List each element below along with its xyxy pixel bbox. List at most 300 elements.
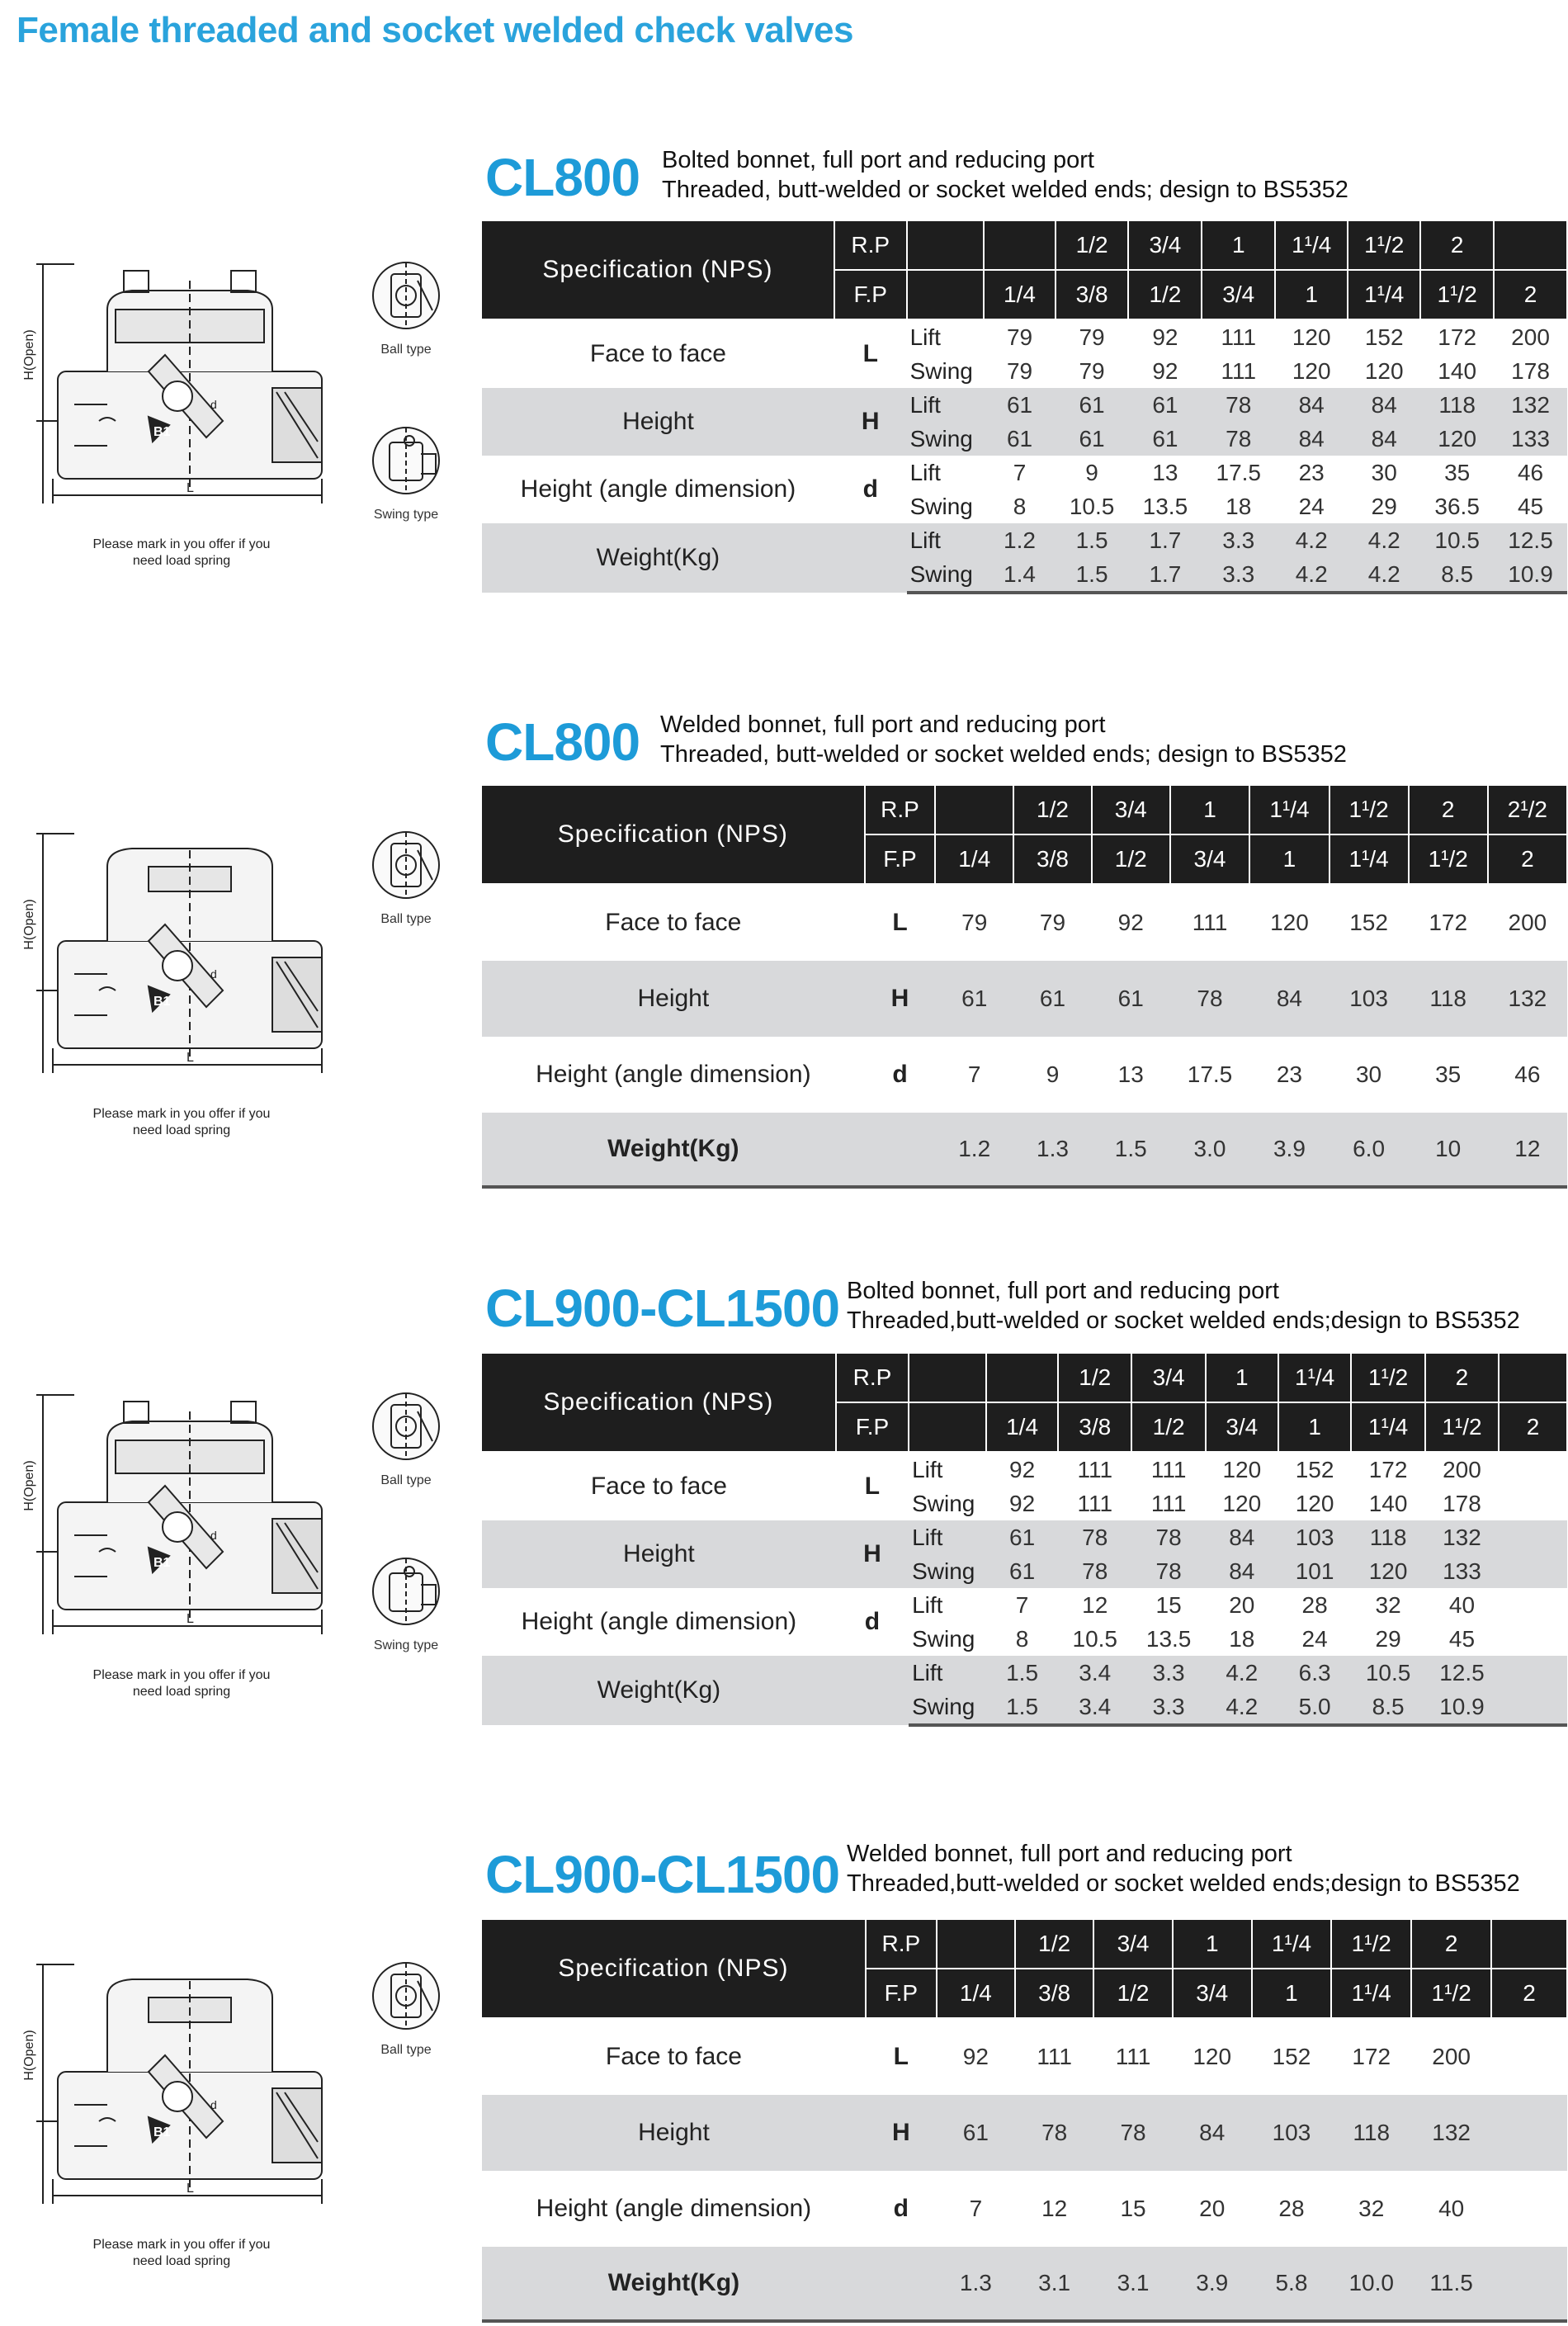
value-cell: 120	[1420, 422, 1494, 456]
rp-size	[937, 1920, 1015, 1969]
lift-label: Lift	[909, 1656, 986, 1690]
face-label: Face to face	[482, 319, 834, 388]
fp-size: 1/4	[935, 834, 1013, 884]
swing-label: Swing	[907, 557, 985, 593]
value-cell: 3.1	[1093, 2247, 1172, 2321]
weight-symbol	[865, 1113, 936, 1187]
ball-type	[357, 1956, 456, 2058]
ball-type	[357, 256, 456, 357]
b1-label: B1	[153, 425, 171, 439]
face-label: Face to face	[482, 2018, 866, 2095]
weight-row	[482, 1113, 1567, 1187]
value-cell: 79	[1013, 884, 1092, 961]
value-cell: 140	[1351, 1487, 1424, 1520]
value-cell: 30	[1329, 1037, 1409, 1113]
h-open-label: H(Open)	[22, 2030, 36, 2081]
value-cell: 7	[984, 456, 1055, 489]
rp-size: 1	[1170, 786, 1250, 834]
value-cell: 3.4	[1058, 1690, 1131, 1725]
fp-size: 3/8	[1015, 1969, 1093, 2018]
fp-size: 1¹/4	[1348, 270, 1420, 319]
rp-header-row	[482, 1920, 1567, 1969]
rp-size: 3/4	[1131, 1354, 1205, 1402]
value-cell	[1491, 2247, 1567, 2321]
value-cell: 1.5	[1056, 523, 1129, 557]
value-cell: 1.5	[1056, 557, 1129, 593]
ball-type-label: Ball type	[380, 912, 432, 926]
value-cell: 172	[1331, 2018, 1411, 2095]
height-symbol: H	[866, 2095, 937, 2171]
value-cell: 18	[1206, 1622, 1278, 1656]
rp-size: 1¹/4	[1252, 1920, 1331, 1969]
value-cell: 120	[1206, 1452, 1278, 1487]
angle-symbol: d	[836, 1588, 909, 1656]
value-cell: 4.2	[1348, 557, 1420, 593]
value-cell	[1499, 1554, 1567, 1588]
value-cell: 79	[935, 884, 1013, 961]
fp-size: 2	[1499, 1402, 1567, 1452]
fp-size: 1¹/2	[1411, 1969, 1491, 2018]
value-cell: 84	[1249, 961, 1329, 1037]
value-cell: 13	[1092, 1037, 1170, 1113]
value-cell: 84	[1348, 422, 1420, 456]
rp-size: 2¹/2	[1488, 786, 1567, 834]
value-cell: 84	[1348, 388, 1420, 422]
fp-size: 1/4	[937, 1969, 1015, 2018]
value-cell: 152	[1348, 319, 1420, 354]
value-cell: 172	[1351, 1452, 1424, 1487]
spec-table	[482, 786, 1568, 1189]
value-cell: 36.5	[1420, 489, 1494, 523]
fp-label: F.P	[836, 1402, 909, 1452]
weight-lift-row	[482, 1656, 1567, 1690]
value-cell: 10	[1409, 1113, 1488, 1187]
rp-size: 2	[1425, 1354, 1499, 1402]
fp-label: F.P	[834, 270, 907, 319]
value-cell: 103	[1278, 1520, 1352, 1554]
value-cell: 200	[1494, 319, 1567, 354]
value-cell: 10.5	[1420, 523, 1494, 557]
rp-label: R.P	[836, 1354, 909, 1402]
value-cell	[1491, 2018, 1567, 2095]
d-label: d	[210, 2098, 217, 2111]
fp-size: 3/4	[1173, 1969, 1252, 2018]
lift-label: Lift	[907, 388, 985, 422]
weight-symbol	[834, 523, 907, 593]
value-cell: 4.2	[1275, 557, 1348, 593]
ball-type	[357, 825, 456, 927]
description-line-2: Threaded,butt-welded or socket welded ends;design to BS5352	[847, 1870, 1520, 1897]
value-cell: 45	[1494, 489, 1567, 523]
value-cell: 152	[1252, 2018, 1331, 2095]
value-cell: 132	[1411, 2095, 1491, 2171]
value-cell: 17.5	[1202, 456, 1275, 489]
angle-label: Height (angle dimension)	[482, 456, 834, 523]
l-label: L	[187, 1051, 194, 1065]
value-cell: 132	[1488, 961, 1567, 1037]
d-label: d	[210, 1529, 217, 1542]
value-cell: 28	[1252, 2171, 1331, 2247]
height-label: Height	[482, 1520, 836, 1588]
value-cell: 200	[1488, 884, 1567, 961]
load-spring-note: Please mark in you offer if you need load spring	[92, 537, 271, 568]
value-cell: 84	[1275, 422, 1348, 456]
weight-label: Weight(Kg)	[482, 2247, 866, 2321]
face-symbol: L	[834, 319, 907, 388]
rp-pad	[909, 1354, 986, 1402]
value-cell: 111	[1170, 884, 1250, 961]
rp-size: 1/2	[1058, 1354, 1131, 1402]
page-title: Female threaded and socket welded check valves	[17, 10, 853, 50]
value-cell: 61	[937, 2095, 1015, 2171]
model-title: CL900-CL1500	[485, 1279, 840, 1338]
fp-size: 3/8	[1058, 1402, 1131, 1452]
weight-symbol	[866, 2247, 937, 2321]
value-cell: 8.5	[1420, 557, 1494, 593]
value-cell: 120	[1173, 2018, 1252, 2095]
value-cell: 172	[1420, 319, 1494, 354]
value-cell: 172	[1409, 884, 1488, 961]
rp-size: 1¹/4	[1249, 786, 1329, 834]
ball-type-label: Ball type	[380, 2043, 432, 2057]
swing-label: Swing	[907, 422, 985, 456]
value-cell: 23	[1275, 456, 1348, 489]
angle-label: Height (angle dimension)	[482, 1588, 836, 1656]
value-cell: 1.2	[984, 523, 1055, 557]
value-cell: 111	[1131, 1452, 1205, 1487]
rp-label: R.P	[834, 221, 907, 270]
fp-size: 2	[1494, 270, 1567, 319]
value-cell: 111	[1058, 1452, 1131, 1487]
ball-type-icon	[366, 256, 446, 335]
valve-drawing	[22, 231, 338, 528]
face-lift-row	[482, 1452, 1567, 1487]
model-description	[847, 1276, 1520, 1336]
weight-lift-row	[482, 523, 1567, 557]
value-cell: 78	[1015, 2095, 1093, 2171]
angle-label: Height (angle dimension)	[482, 2171, 866, 2247]
valve-drawing-svg	[22, 1931, 338, 2229]
l-label: L	[187, 481, 194, 495]
face-label: Face to face	[482, 884, 865, 961]
description-line-1: Welded bonnet, full port and reducing port	[660, 712, 1106, 738]
fp-size: 3/4	[1206, 1402, 1278, 1452]
lift-label: Lift	[909, 1588, 986, 1622]
value-cell: 46	[1488, 1037, 1567, 1113]
model-title: CL800	[485, 712, 640, 772]
d-label: d	[210, 398, 217, 411]
value-cell: 3.9	[1173, 2247, 1252, 2321]
value-cell: 12.5	[1425, 1656, 1499, 1690]
value-cell: 32	[1351, 1588, 1424, 1622]
value-cell: 4.2	[1348, 523, 1420, 557]
value-cell: 152	[1329, 884, 1409, 961]
rp-header-row	[482, 221, 1567, 270]
value-cell: 12	[1015, 2171, 1093, 2247]
value-cell: 78	[1131, 1554, 1205, 1588]
rp-size	[984, 221, 1055, 270]
value-cell: 3.9	[1249, 1113, 1329, 1187]
value-cell: 1.4	[984, 557, 1055, 593]
fp-size: 1/2	[1092, 834, 1170, 884]
value-cell: 20	[1206, 1588, 1278, 1622]
ball-type-icon	[366, 825, 446, 905]
height-label: Height	[482, 2095, 866, 2171]
value-cell: 1.3	[937, 2247, 1015, 2321]
value-cell	[1491, 2095, 1567, 2171]
valve-drawing-svg	[22, 231, 338, 528]
valve-drawing-svg	[22, 801, 338, 1098]
value-cell: 23	[1249, 1037, 1329, 1113]
value-cell: 118	[1420, 388, 1494, 422]
value-cell: 10.0	[1331, 2247, 1411, 2321]
load-spring-note: Please mark in you offer if you need load spring	[92, 1668, 271, 1699]
model-description	[660, 710, 1347, 769]
h-open-label: H(Open)	[22, 329, 36, 381]
value-cell: 3.4	[1058, 1656, 1131, 1690]
fp-size: 3/4	[1202, 270, 1275, 319]
spec-header: Specification (NPS)	[482, 1354, 836, 1452]
rp-size	[1494, 221, 1567, 270]
value-cell: 78	[1202, 388, 1275, 422]
value-cell: 118	[1331, 2095, 1411, 2171]
value-cell: 103	[1252, 2095, 1331, 2171]
model-description	[847, 1839, 1520, 1898]
value-cell: 120	[1275, 354, 1348, 388]
model-title: CL800	[485, 148, 640, 207]
value-cell: 120	[1348, 354, 1420, 388]
value-cell: 10.5	[1351, 1656, 1424, 1690]
face-label: Face to face	[482, 1452, 836, 1520]
rp-size	[935, 786, 1013, 834]
value-cell: 35	[1409, 1037, 1488, 1113]
description-line-2: Threaded,butt-welded or socket welded ends;design to BS5352	[847, 1307, 1520, 1334]
swing-label: Swing	[909, 1487, 986, 1520]
value-cell: 17.5	[1170, 1037, 1250, 1113]
value-cell: 1.2	[935, 1113, 1013, 1187]
value-cell: 92	[986, 1452, 1058, 1487]
value-cell: 178	[1494, 354, 1567, 388]
lift-label: Lift	[907, 319, 985, 354]
value-cell: 61	[1128, 422, 1202, 456]
fp-size: 1¹/4	[1329, 834, 1409, 884]
fp-size: 1	[1252, 1969, 1331, 2018]
value-cell: 120	[1249, 884, 1329, 961]
value-cell: 13.5	[1128, 489, 1202, 523]
rp-pad	[907, 221, 985, 270]
value-cell: 111	[1058, 1487, 1131, 1520]
swing-type	[357, 421, 456, 522]
value-cell: 32	[1331, 2171, 1411, 2247]
value-cell: 111	[1093, 2018, 1172, 2095]
value-cell: 7	[937, 2171, 1015, 2247]
fp-label: F.P	[866, 1969, 937, 2018]
value-cell: 13.5	[1131, 1622, 1205, 1656]
lift-label: Lift	[907, 456, 985, 489]
value-cell: 133	[1425, 1554, 1499, 1588]
rp-size: 1¹/4	[1275, 221, 1348, 270]
rp-size: 1/2	[1015, 1920, 1093, 1969]
value-cell: 3.3	[1131, 1690, 1205, 1725]
fp-size: 3/8	[1056, 270, 1129, 319]
value-cell: 111	[1015, 2018, 1093, 2095]
spec-table	[482, 1354, 1568, 1727]
value-cell	[1499, 1622, 1567, 1656]
spec-header: Specification (NPS)	[482, 786, 865, 884]
angle-lift-row	[482, 1588, 1567, 1622]
face-symbol: L	[836, 1452, 909, 1520]
fp-size: 2	[1488, 834, 1567, 884]
value-cell: 84	[1206, 1554, 1278, 1588]
value-cell: 200	[1411, 2018, 1491, 2095]
value-cell: 45	[1425, 1622, 1499, 1656]
fp-size: 1	[1249, 834, 1329, 884]
value-cell: 46	[1494, 456, 1567, 489]
h-open-label: H(Open)	[22, 1460, 36, 1511]
lift-label: Lift	[909, 1520, 986, 1554]
height-label: Height	[482, 388, 834, 456]
value-cell: 1.5	[1092, 1113, 1170, 1187]
rp-size: 1¹/4	[1278, 1354, 1352, 1402]
load-spring-note: Please mark in you offer if you need load spring	[92, 1107, 271, 1137]
value-cell: 79	[984, 319, 1055, 354]
value-cell: 61	[984, 388, 1055, 422]
value-cell: 92	[937, 2018, 1015, 2095]
load-spring-note: Please mark in you offer if you need load spring	[92, 2238, 271, 2268]
value-cell: 84	[1275, 388, 1348, 422]
value-cell: 79	[1056, 319, 1129, 354]
ball-type-icon	[366, 1956, 446, 2035]
fp-size: 1¹/4	[1331, 1969, 1411, 2018]
spec-header: Specification (NPS)	[482, 221, 834, 319]
fp-size: 1¹/2	[1409, 834, 1488, 884]
value-cell: 40	[1411, 2171, 1491, 2247]
value-cell: 8.5	[1351, 1690, 1424, 1725]
spec-table	[482, 1920, 1568, 2323]
rp-size: 1¹/2	[1331, 1920, 1411, 1969]
value-cell: 8	[986, 1622, 1058, 1656]
value-cell: 111	[1202, 319, 1275, 354]
b1-label: B1	[153, 995, 171, 1009]
lift-label: Lift	[907, 523, 985, 557]
rp-label: R.P	[865, 786, 936, 834]
value-cell: 92	[1128, 354, 1202, 388]
value-cell: 15	[1093, 2171, 1172, 2247]
value-cell: 3.3	[1202, 557, 1275, 593]
value-cell: 28	[1278, 1588, 1352, 1622]
height-symbol: H	[836, 1520, 909, 1588]
value-cell	[1491, 2171, 1567, 2247]
value-cell: 78	[1058, 1554, 1131, 1588]
value-cell: 78	[1131, 1520, 1205, 1554]
weight-label: Weight(Kg)	[482, 1113, 865, 1187]
value-cell: 111	[1202, 354, 1275, 388]
angle-symbol: d	[866, 2171, 937, 2247]
swing-type-label: Swing type	[373, 1638, 439, 1652]
rp-header-row	[482, 1354, 1567, 1402]
fp-label: F.P	[865, 834, 936, 884]
swing-label: Swing	[909, 1554, 986, 1588]
value-cell: 61	[1128, 388, 1202, 422]
description-line-2: Threaded, butt-welded or socket welded ends; design to BS5352	[662, 177, 1348, 203]
value-cell: 12	[1488, 1113, 1567, 1187]
value-cell: 3.1	[1015, 2247, 1093, 2321]
lift-label: Lift	[909, 1452, 986, 1487]
fp-size: 2	[1491, 1969, 1567, 2018]
weight-symbol	[836, 1656, 909, 1725]
value-cell	[1499, 1452, 1567, 1487]
value-cell: 84	[1206, 1520, 1278, 1554]
value-cell: 8	[984, 489, 1055, 523]
height-lift-row	[482, 388, 1567, 422]
rp-size	[986, 1354, 1058, 1402]
rp-size: 1	[1173, 1920, 1252, 1969]
swing-type-icon	[366, 1552, 446, 1631]
value-cell: 4.2	[1206, 1656, 1278, 1690]
value-cell: 4.2	[1206, 1690, 1278, 1725]
value-cell: 78	[1202, 422, 1275, 456]
value-cell: 118	[1351, 1520, 1424, 1554]
value-cell: 61	[1056, 388, 1129, 422]
value-cell: 84	[1173, 2095, 1252, 2171]
fp-size: 3/8	[1013, 834, 1092, 884]
value-cell: 61	[986, 1520, 1058, 1554]
b1-label: B1	[153, 1556, 171, 1570]
value-cell: 92	[1128, 319, 1202, 354]
value-cell: 178	[1425, 1487, 1499, 1520]
value-cell: 101	[1278, 1554, 1352, 1588]
angle-symbol: d	[865, 1037, 936, 1113]
value-cell: 9	[1056, 456, 1129, 489]
value-cell: 133	[1494, 422, 1567, 456]
value-cell: 120	[1275, 319, 1348, 354]
value-cell: 40	[1425, 1588, 1499, 1622]
model-description	[662, 145, 1348, 205]
weight-label: Weight(Kg)	[482, 1656, 836, 1725]
value-cell: 9	[1013, 1037, 1092, 1113]
b1-label: B1	[153, 2125, 171, 2139]
value-cell: 7	[986, 1588, 1058, 1622]
model-title: CL900-CL1500	[485, 1845, 840, 1904]
face-symbol: L	[865, 884, 936, 961]
rp-size	[1499, 1354, 1567, 1402]
rp-size: 1¹/2	[1348, 221, 1420, 270]
value-cell: 6.0	[1329, 1113, 1409, 1187]
valve-drawing	[22, 1931, 338, 2229]
value-cell	[1499, 1520, 1567, 1554]
value-cell	[1499, 1656, 1567, 1690]
height-row	[482, 2095, 1567, 2171]
description-line-1: Welded bonnet, full port and reducing port	[847, 1841, 1292, 1867]
rp-size: 3/4	[1128, 221, 1202, 270]
value-cell: 118	[1409, 961, 1488, 1037]
fp-size: 1	[1275, 270, 1348, 319]
value-cell: 140	[1420, 354, 1494, 388]
value-cell: 79	[984, 354, 1055, 388]
angle-row	[482, 2171, 1567, 2247]
value-cell: 132	[1494, 388, 1567, 422]
value-cell: 3.3	[1131, 1656, 1205, 1690]
value-cell: 12.5	[1494, 523, 1567, 557]
value-cell: 24	[1275, 489, 1348, 523]
description-line-2: Threaded, butt-welded or socket welded ends; design to BS5352	[660, 741, 1347, 768]
value-cell	[1499, 1588, 1567, 1622]
d-label: d	[210, 967, 217, 981]
rp-size: 2	[1420, 221, 1494, 270]
value-cell: 30	[1348, 456, 1420, 489]
value-cell: 3.3	[1202, 523, 1275, 557]
face-symbol: L	[866, 2018, 937, 2095]
